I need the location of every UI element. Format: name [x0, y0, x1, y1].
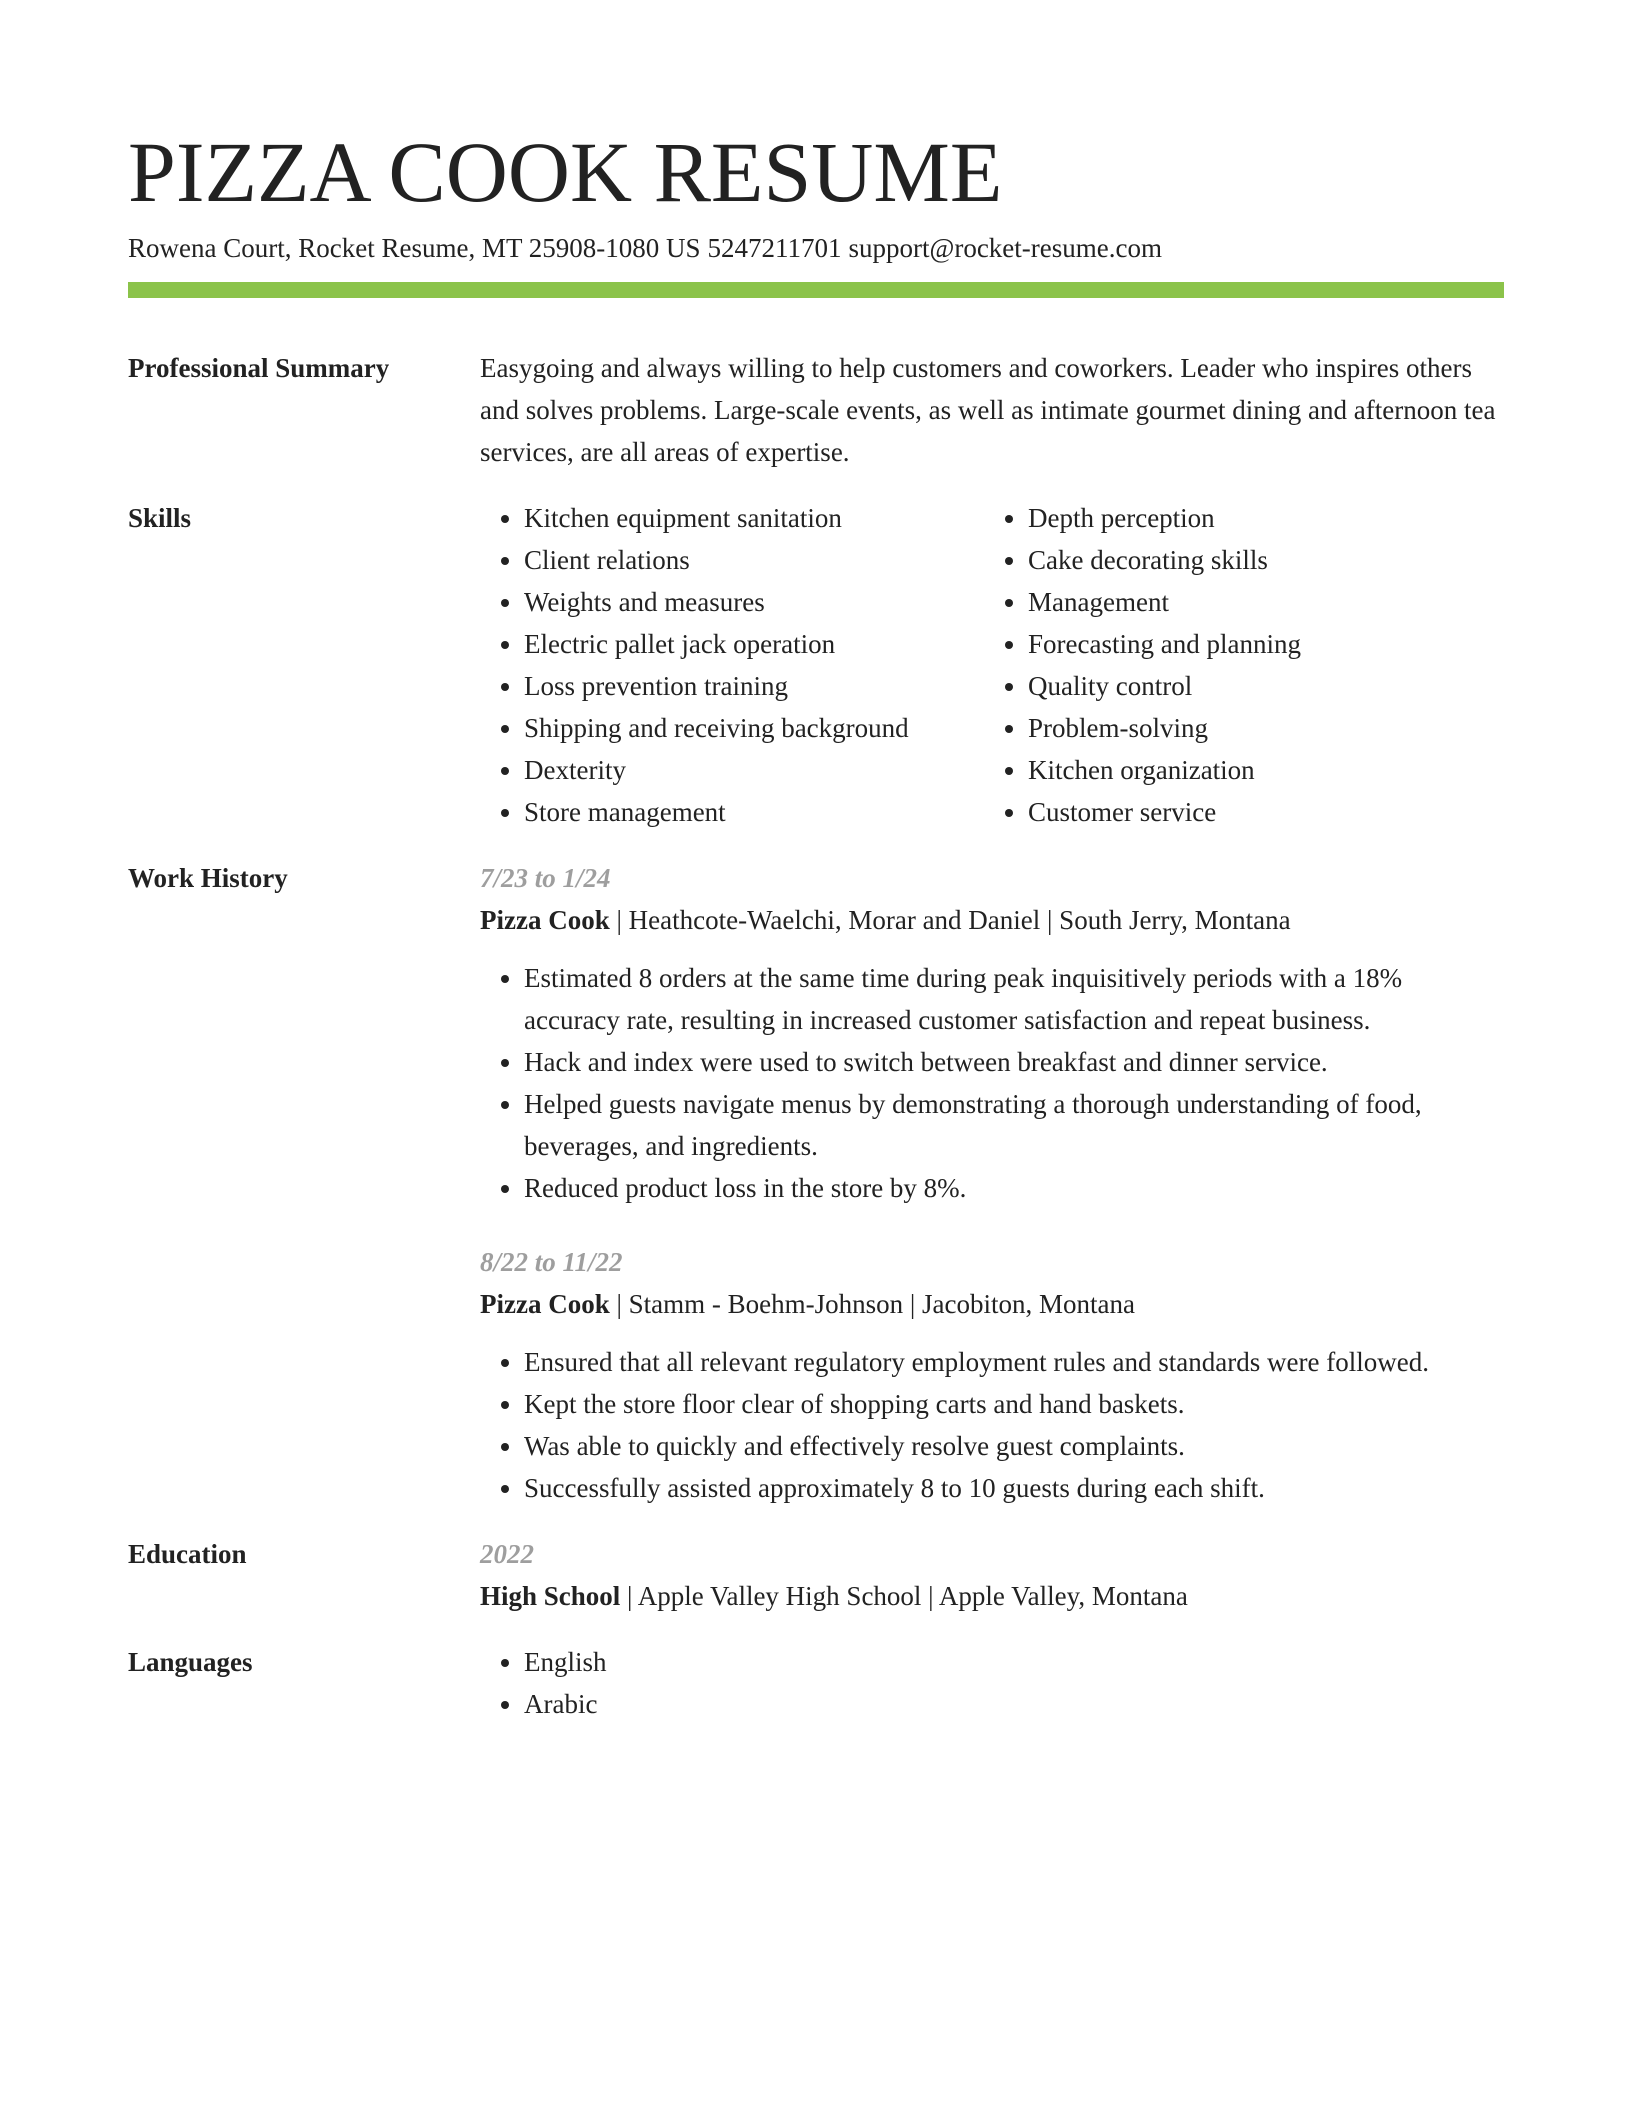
resume-page	[128, 118, 1504, 1725]
skills-section	[128, 497, 1504, 833]
skill-item: • Depth perception	[1028, 497, 1488, 539]
skill-item: • Weights and measures	[524, 581, 984, 623]
job-bullets	[480, 1341, 1504, 1509]
work-history-heading: Work History	[128, 863, 288, 893]
skill-item: • Store management	[524, 791, 984, 833]
job-title: Pizza Cook	[480, 1289, 610, 1319]
skills-list-left	[480, 497, 984, 833]
job-bullet: • Helped guests navigate menus by demonstrating a thorough understanding of food, beverages, and ingredients.	[524, 1083, 1504, 1167]
languages-list	[480, 1641, 1504, 1725]
job-bullet: • Was able to quickly and effectively resolve guest complaints.	[524, 1425, 1504, 1467]
language-item: • Arabic	[524, 1683, 1504, 1725]
summary-section	[128, 347, 1504, 473]
job-details: | Stamm - Boehm-Johnson | Jacobiton, Montana	[609, 1289, 1135, 1319]
job-heading	[480, 1283, 1504, 1325]
job-bullet: • Ensured that all relevant regulatory employment rules and standards were followed.	[524, 1341, 1504, 1383]
skill-item: • Quality control	[1028, 665, 1488, 707]
skills-heading: Skills	[128, 503, 192, 533]
language-item: • English	[524, 1641, 1504, 1683]
skill-item: • Kitchen organization	[1028, 749, 1488, 791]
job-bullet: • Successfully assisted approximately 8 to 10 guests during each shift.	[524, 1467, 1504, 1509]
header-divider	[128, 282, 1504, 298]
skill-item: • Client relations	[524, 539, 984, 581]
work-history-section	[128, 857, 1504, 1509]
work-history-body	[480, 857, 1504, 1509]
skill-item: • Problem-solving	[1028, 707, 1488, 749]
skill-item: • Customer service	[1028, 791, 1488, 833]
job-bullet: • Kept the store floor clear of shopping carts and hand baskets.	[524, 1383, 1504, 1425]
job-heading	[480, 899, 1504, 941]
resume-title: PIZZA COOK RESUME	[128, 124, 1003, 220]
job-bullet: • Hack and index were used to switch between breakfast and dinner service.	[524, 1041, 1504, 1083]
education-heading: Education	[128, 1539, 247, 1569]
contact-address: Rowena Court, Rocket Resume, MT 25908-1080 US	[128, 233, 701, 263]
skill-item: • Forecasting and planning	[1028, 623, 1488, 665]
education-section	[128, 1533, 1504, 1617]
job-entry	[480, 857, 1504, 1209]
skill-item: • Cake decorating skills	[1028, 539, 1488, 581]
languages-heading: Languages	[128, 1647, 253, 1677]
skill-item: • Kitchen equipment sanitation	[524, 497, 984, 539]
skill-item: • Management	[1028, 581, 1488, 623]
job-bullet: • Reduced product loss in the store by 8%.	[524, 1167, 1504, 1209]
languages-body	[480, 1641, 1504, 1725]
job-dates: 7/23 to 1/24	[480, 863, 611, 893]
skill-item: • Dexterity	[524, 749, 984, 791]
summary-text: Easygoing and always willing to help customers and coworkers. Leader who inspires others and solves problems. Large-scale events, as well as intimate gourmet dining and afternoon tea services, are all areas of expertise.	[480, 353, 1496, 467]
job-title: Pizza Cook	[480, 905, 610, 935]
contact-phone: 5247211701	[707, 233, 842, 263]
education-degree: High School	[480, 1581, 621, 1611]
job-bullets	[480, 957, 1504, 1209]
contact-line	[128, 230, 1504, 266]
skill-item: • Electric pallet jack operation	[524, 623, 984, 665]
skill-item: • Shipping and receiving background	[524, 707, 984, 749]
skills-columns	[480, 497, 1504, 833]
job-bullet: • Estimated 8 orders at the same time during peak inquisitively periods with a 18% accuracy rate, resulting in increased customer satisfaction and repeat business.	[524, 957, 1504, 1041]
job-dates: 8/22 to 11/22	[480, 1247, 623, 1277]
skill-item: • Loss prevention training	[524, 665, 984, 707]
education-details: | Apple Valley High School | Apple Valley, Montana	[620, 1581, 1188, 1611]
summary-heading: Professional Summary	[128, 353, 390, 383]
education-body	[480, 1533, 1504, 1617]
job-details: | Heathcote-Waelchi, Morar and Daniel | South Jerry, Montana	[609, 905, 1291, 935]
education-heading-line	[480, 1575, 1504, 1617]
contact-email: support@rocket-resume.com	[848, 233, 1162, 263]
skills-list-right	[984, 497, 1488, 833]
job-entry	[480, 1241, 1504, 1509]
education-year: 2022	[480, 1539, 534, 1569]
languages-section	[128, 1641, 1504, 1725]
